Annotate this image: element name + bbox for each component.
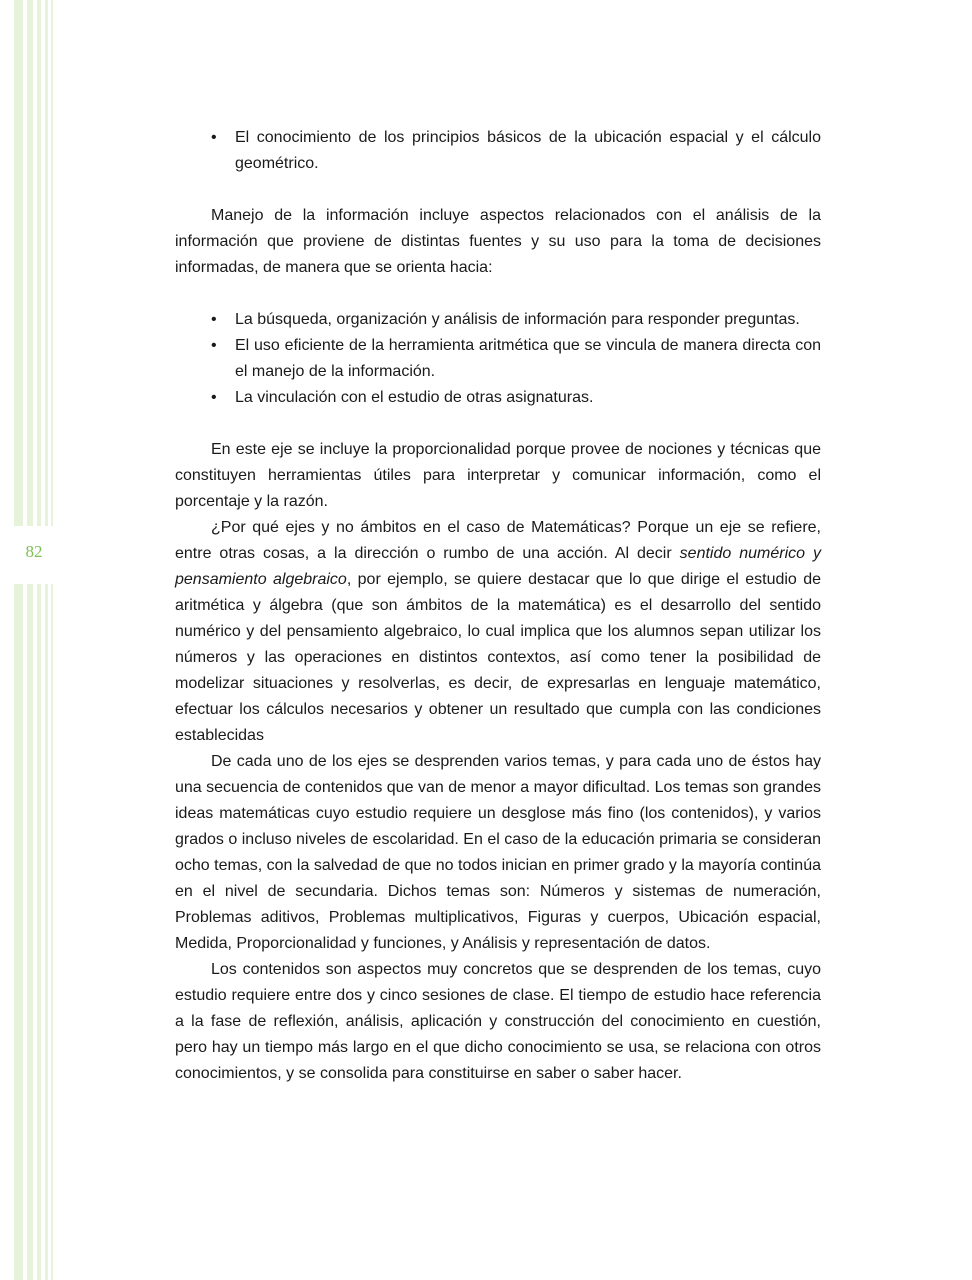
bullet-icon: •	[211, 129, 217, 146]
paragraph-text: ¿Por qué ejes y no ámbitos en el caso de Matemáticas? Porque un eje se refiere, entre otras cosas, a la dirección o rumbo de una acción. Al decir	[175, 519, 821, 562]
bullet-list-2	[175, 307, 821, 411]
margin-stripe	[45, 0, 48, 1280]
list-item-text: El conocimiento de los principios básicos de la ubicación espacial y el cálculo geométrico.	[235, 129, 821, 172]
list-item	[175, 307, 821, 333]
bullet-icon: •	[211, 337, 217, 354]
list-item	[175, 125, 821, 177]
list-item-text: La vinculación con el estudio de otras asignaturas.	[235, 389, 594, 406]
list-item-text: El uso eficiente de la herramienta aritmética que se vincula de manera directa con el manejo de la información.	[235, 337, 821, 380]
paragraph-text: , por ejemplo, se quiere destacar que lo que dirige el estudio de aritmética y álgebra (que son ámbitos de la matemática) es el desarrollo del sentido numérico y del pensamiento algebraico, lo cual implica que los alumnos sepan utilizar los números y las operaciones en distintos contextos, así como tener la posibilidad de modelizar situaciones y resolverlas, es decir, de expresarlas en lenguaje matemático, efectuar los cálculos necesarios y obtener un resultado que cumpla con las condiciones establecidas	[175, 571, 822, 744]
list-item	[175, 333, 821, 385]
bullet-list-1	[175, 125, 821, 177]
paragraph-porque	[175, 515, 821, 749]
paragraph-temas: De cada uno de los ejes se desprenden varios temas, y para cada uno de éstos hay una secuencia de contenidos que van de menor a mayor dificultad. Los temas son grandes ideas matemáticas cuyo estudio requiere un desglose más fino (los contenidos), y varios grados o incluso niveles de escolaridad. En el caso de la educación primaria se consideran ocho temas, con la salvedad de que no todos inician en primer grado y la mayoría continúa en el nivel de secundaria. Dichos temas son: Números y sistemas de numeración, Problemas aditivos, Problemas multiplicativos, Figuras y cuerpos, Ubicación espacial, Medida, Proporcionalidad y funciones, y Análisis y representación de datos.	[175, 753, 821, 952]
paragraph-contenidos: Los contenidos son aspectos muy concretos que se desprenden de los temas, cuyo estudio requiere entre dos y cinco sesiones de clase. El tiempo de estudio hace referencia a la fase de reflexión, análisis, aplicación y construcción del conocimiento en cuestión, pero hay un tiempo más largo en el que dicho conocimiento se usa, se relaciona con otros conocimientos, y se consolida para constituirse en saber o saber hacer.	[175, 961, 821, 1082]
margin-stripe	[14, 0, 23, 1280]
body-text	[175, 125, 821, 1087]
margin-stripe	[27, 0, 33, 1280]
list-item	[175, 385, 821, 411]
paragraph-manejo: Manejo de la información incluye aspectos relacionados con el análisis de la información que proviene de distintas fuentes y su uso para la toma de decisiones informadas, de manera que se orienta hacia:	[175, 207, 821, 276]
list-item-text: La búsqueda, organización y análisis de información para responder preguntas.	[235, 311, 800, 328]
paragraph-eje: En este eje se incluye la proporcionalidad porque provee de nociones y técnicas que constituyen herramientas útiles para interpretar y comunicar información, como el porcentaje y la razón.	[175, 441, 821, 510]
bullet-icon: •	[211, 311, 217, 328]
paragraph-italic-text: sentido numérico y pensamiento algebraico	[175, 545, 821, 588]
margin-stripe	[51, 0, 53, 1280]
bullet-icon: •	[211, 389, 217, 406]
margin-stripe	[37, 0, 41, 1280]
page-number: 82	[25, 542, 43, 561]
